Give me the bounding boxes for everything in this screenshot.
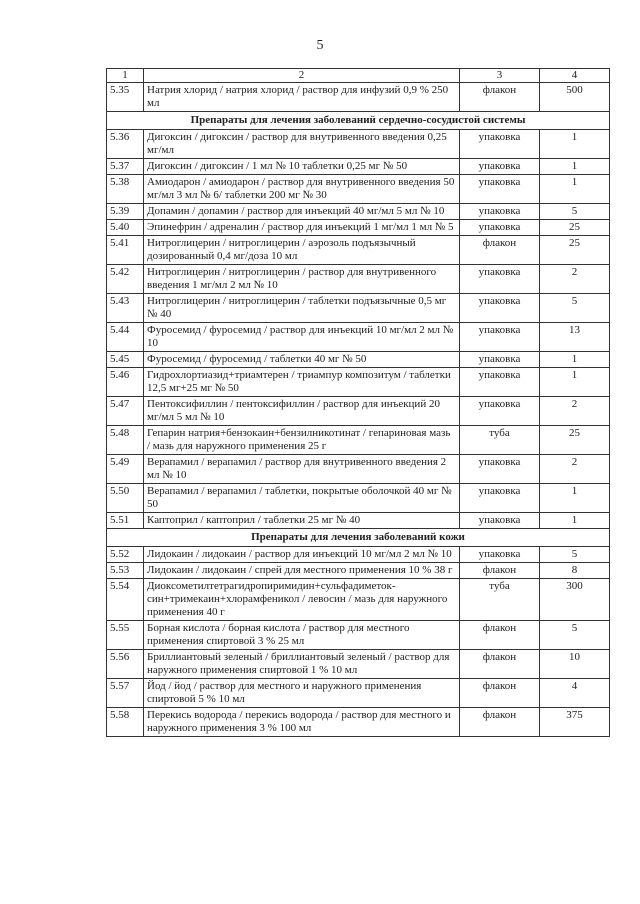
table-row xyxy=(107,708,610,737)
drug-name: Дигоксин / дигоксин / 1 мл № 10 таблетки 0,25 мг № 50 xyxy=(144,159,460,175)
unit-of-measure: упаковка xyxy=(460,323,540,352)
column-header-name: 2 xyxy=(144,69,460,83)
row-number: 5.49 xyxy=(107,455,144,484)
table-row xyxy=(107,426,610,455)
quantity: 5 xyxy=(540,204,610,220)
drug-name: Гепарин натрия+бензокаин+бензилникотинат / гепариновая мазь / мазь для наружного применения 25 г xyxy=(144,426,460,455)
unit-of-measure: упаковка xyxy=(460,294,540,323)
table-row xyxy=(107,159,610,175)
quantity: 300 xyxy=(540,579,610,621)
row-number: 5.41 xyxy=(107,236,144,265)
table-row xyxy=(107,220,610,236)
table-header-row xyxy=(107,69,610,83)
quantity: 375 xyxy=(540,708,610,737)
table-row xyxy=(107,130,610,159)
drug-name: Бриллиантовый зеленый / бриллиантовый зеленый / раствор для наружного применения спиртовой 1 % 10 мл xyxy=(144,650,460,679)
table-row xyxy=(107,579,610,621)
drug-name: Эпинефрин / адреналин / раствор для инъекций 1 мг/мл 1 мл № 5 xyxy=(144,220,460,236)
table-row xyxy=(107,455,610,484)
row-number: 5.46 xyxy=(107,368,144,397)
drug-name: Верапамил / верапамил / раствор для внутривенного введения 2 мл № 10 xyxy=(144,455,460,484)
table-row xyxy=(107,547,610,563)
quantity: 5 xyxy=(540,621,610,650)
drug-name: Нитроглицерин / нитроглицерин / таблетки подъязычные 0,5 мг № 40 xyxy=(144,294,460,323)
unit-of-measure: упаковка xyxy=(460,352,540,368)
drug-name: Лидокаин / лидокаин / раствор для инъекций 10 мг/мл 2 мл № 10 xyxy=(144,547,460,563)
row-number: 5.50 xyxy=(107,484,144,513)
row-number: 5.44 xyxy=(107,323,144,352)
drug-name: Верапамил / верапамил / таблетки, покрытые оболочкой 40 мг № 50 xyxy=(144,484,460,513)
row-number: 5.43 xyxy=(107,294,144,323)
row-number: 5.52 xyxy=(107,547,144,563)
row-number: 5.53 xyxy=(107,563,144,579)
row-number: 5.51 xyxy=(107,513,144,529)
unit-of-measure: флакон xyxy=(460,708,540,737)
section-title: Препараты для лечения заболеваний сердечно-сосудистой системы xyxy=(107,112,610,130)
row-number: 5.56 xyxy=(107,650,144,679)
column-header-number: 1 xyxy=(107,69,144,83)
page-number: 5 xyxy=(316,38,324,53)
quantity: 8 xyxy=(540,563,610,579)
row-number: 5.47 xyxy=(107,397,144,426)
quantity: 5 xyxy=(540,547,610,563)
table-body xyxy=(107,83,610,737)
drug-name: Дигоксин / дигоксин / раствор для внутривенного введения 0,25 мг/мл xyxy=(144,130,460,159)
row-number: 5.57 xyxy=(107,679,144,708)
unit-of-measure: флакон xyxy=(460,621,540,650)
unit-of-measure: упаковка xyxy=(460,455,540,484)
quantity: 1 xyxy=(540,175,610,204)
unit-of-measure: флакон xyxy=(460,563,540,579)
section-heading-row xyxy=(107,112,610,130)
row-number: 5.45 xyxy=(107,352,144,368)
unit-of-measure: туба xyxy=(460,579,540,621)
unit-of-measure: упаковка xyxy=(460,397,540,426)
unit-of-measure: упаковка xyxy=(460,175,540,204)
quantity: 1 xyxy=(540,352,610,368)
table-row xyxy=(107,563,610,579)
drug-name: Допамин / допамин / раствор для инъекций 40 мг/мл 5 мл № 10 xyxy=(144,204,460,220)
unit-of-measure: флакон xyxy=(460,650,540,679)
unit-of-measure: упаковка xyxy=(460,220,540,236)
table-row xyxy=(107,621,610,650)
unit-of-measure: упаковка xyxy=(460,368,540,397)
unit-of-measure: флакон xyxy=(460,236,540,265)
drug-name: Каптоприл / каптоприл / таблетки 25 мг № 40 xyxy=(144,513,460,529)
medicines-table xyxy=(106,68,610,737)
quantity: 25 xyxy=(540,236,610,265)
quantity: 1 xyxy=(540,368,610,397)
table-row xyxy=(107,484,610,513)
unit-of-measure: туба xyxy=(460,426,540,455)
table-row xyxy=(107,397,610,426)
column-header-quantity: 4 xyxy=(540,69,610,83)
row-number: 5.36 xyxy=(107,130,144,159)
quantity: 1 xyxy=(540,159,610,175)
row-number: 5.39 xyxy=(107,204,144,220)
row-number: 5.35 xyxy=(107,83,144,112)
table-row xyxy=(107,204,610,220)
table-row xyxy=(107,323,610,352)
table-row xyxy=(107,368,610,397)
row-number: 5.48 xyxy=(107,426,144,455)
quantity: 13 xyxy=(540,323,610,352)
table-row xyxy=(107,175,610,204)
unit-of-measure: упаковка xyxy=(460,159,540,175)
table-row xyxy=(107,236,610,265)
drug-name: Борная кислота / борная кислота / раствор для местного применения спиртовой 3 % 25 мл xyxy=(144,621,460,650)
unit-of-measure: упаковка xyxy=(460,484,540,513)
quantity: 500 xyxy=(540,83,610,112)
quantity: 25 xyxy=(540,220,610,236)
row-number: 5.37 xyxy=(107,159,144,175)
drug-name: Лидокаин / лидокаин / спрей для местного применения 10 % 38 г xyxy=(144,563,460,579)
quantity: 4 xyxy=(540,679,610,708)
row-number: 5.54 xyxy=(107,579,144,621)
unit-of-measure: флакон xyxy=(460,83,540,112)
unit-of-measure: упаковка xyxy=(460,204,540,220)
row-number: 5.42 xyxy=(107,265,144,294)
unit-of-measure: упаковка xyxy=(460,513,540,529)
drug-name: Фуросемид / фуросемид / таблетки 40 мг № 50 xyxy=(144,352,460,368)
row-number: 5.38 xyxy=(107,175,144,204)
quantity: 1 xyxy=(540,130,610,159)
table-row xyxy=(107,650,610,679)
row-number: 5.55 xyxy=(107,621,144,650)
drug-name: Амиодарон / амиодарон / раствор для внутривенного введения 50 мг/мл 3 мл № 6/ таблетки 200 мг № 30 xyxy=(144,175,460,204)
unit-of-measure: упаковка xyxy=(460,265,540,294)
quantity: 2 xyxy=(540,397,610,426)
table-row xyxy=(107,352,610,368)
quantity: 5 xyxy=(540,294,610,323)
drug-name: Натрия хлорид / натрия хлорид / раствор для инфузий 0,9 % 250 мл xyxy=(144,83,460,112)
drug-name: Фуросемид / фуросемид / раствор для инъекций 10 мг/мл 2 мл № 10 xyxy=(144,323,460,352)
column-header-unit: 3 xyxy=(460,69,540,83)
drug-name: Перекись водорода / перекись водорода / раствор для местного и наружного применения 3 % 100 мл xyxy=(144,708,460,737)
drug-name: Нитроглицерин / нитроглицерин / аэрозоль подъязычный дозированный 0,4 мг/доза 10 мл xyxy=(144,236,460,265)
quantity: 2 xyxy=(540,455,610,484)
drug-name: Нитроглицерин / нитроглицерин / раствор для внутривенного введения 1 мг/мл 2 мл № 10 xyxy=(144,265,460,294)
quantity: 1 xyxy=(540,513,610,529)
quantity: 1 xyxy=(540,484,610,513)
drug-name: Пентоксифиллин / пентоксифиллин / раствор для инъекций 20 мг/мл 5 мл № 10 xyxy=(144,397,460,426)
drug-name: Йод / йод / раствор для местного и наружного применения спиртовой 5 % 10 мл xyxy=(144,679,460,708)
unit-of-measure: упаковка xyxy=(460,547,540,563)
table-row xyxy=(107,265,610,294)
table-row xyxy=(107,294,610,323)
table-row xyxy=(107,83,610,112)
drug-name: Гидрохлортиазид+триамтерен / триампур композитум / таблетки 12,5 мг+25 мг № 50 xyxy=(144,368,460,397)
row-number: 5.58 xyxy=(107,708,144,737)
unit-of-measure: флакон xyxy=(460,679,540,708)
table-row xyxy=(107,513,610,529)
quantity: 2 xyxy=(540,265,610,294)
row-number: 5.40 xyxy=(107,220,144,236)
drug-name: Диоксометилтетрагидропиримидин+сульфадиметок-син+тримекаин+хлорамфеникол / левосин / мазь для наружного применения 40 г xyxy=(144,579,460,621)
section-title: Препараты для лечения заболеваний кожи xyxy=(107,529,610,547)
section-heading-row xyxy=(107,529,610,547)
unit-of-measure: упаковка xyxy=(460,130,540,159)
quantity: 10 xyxy=(540,650,610,679)
quantity: 25 xyxy=(540,426,610,455)
table-row xyxy=(107,679,610,708)
